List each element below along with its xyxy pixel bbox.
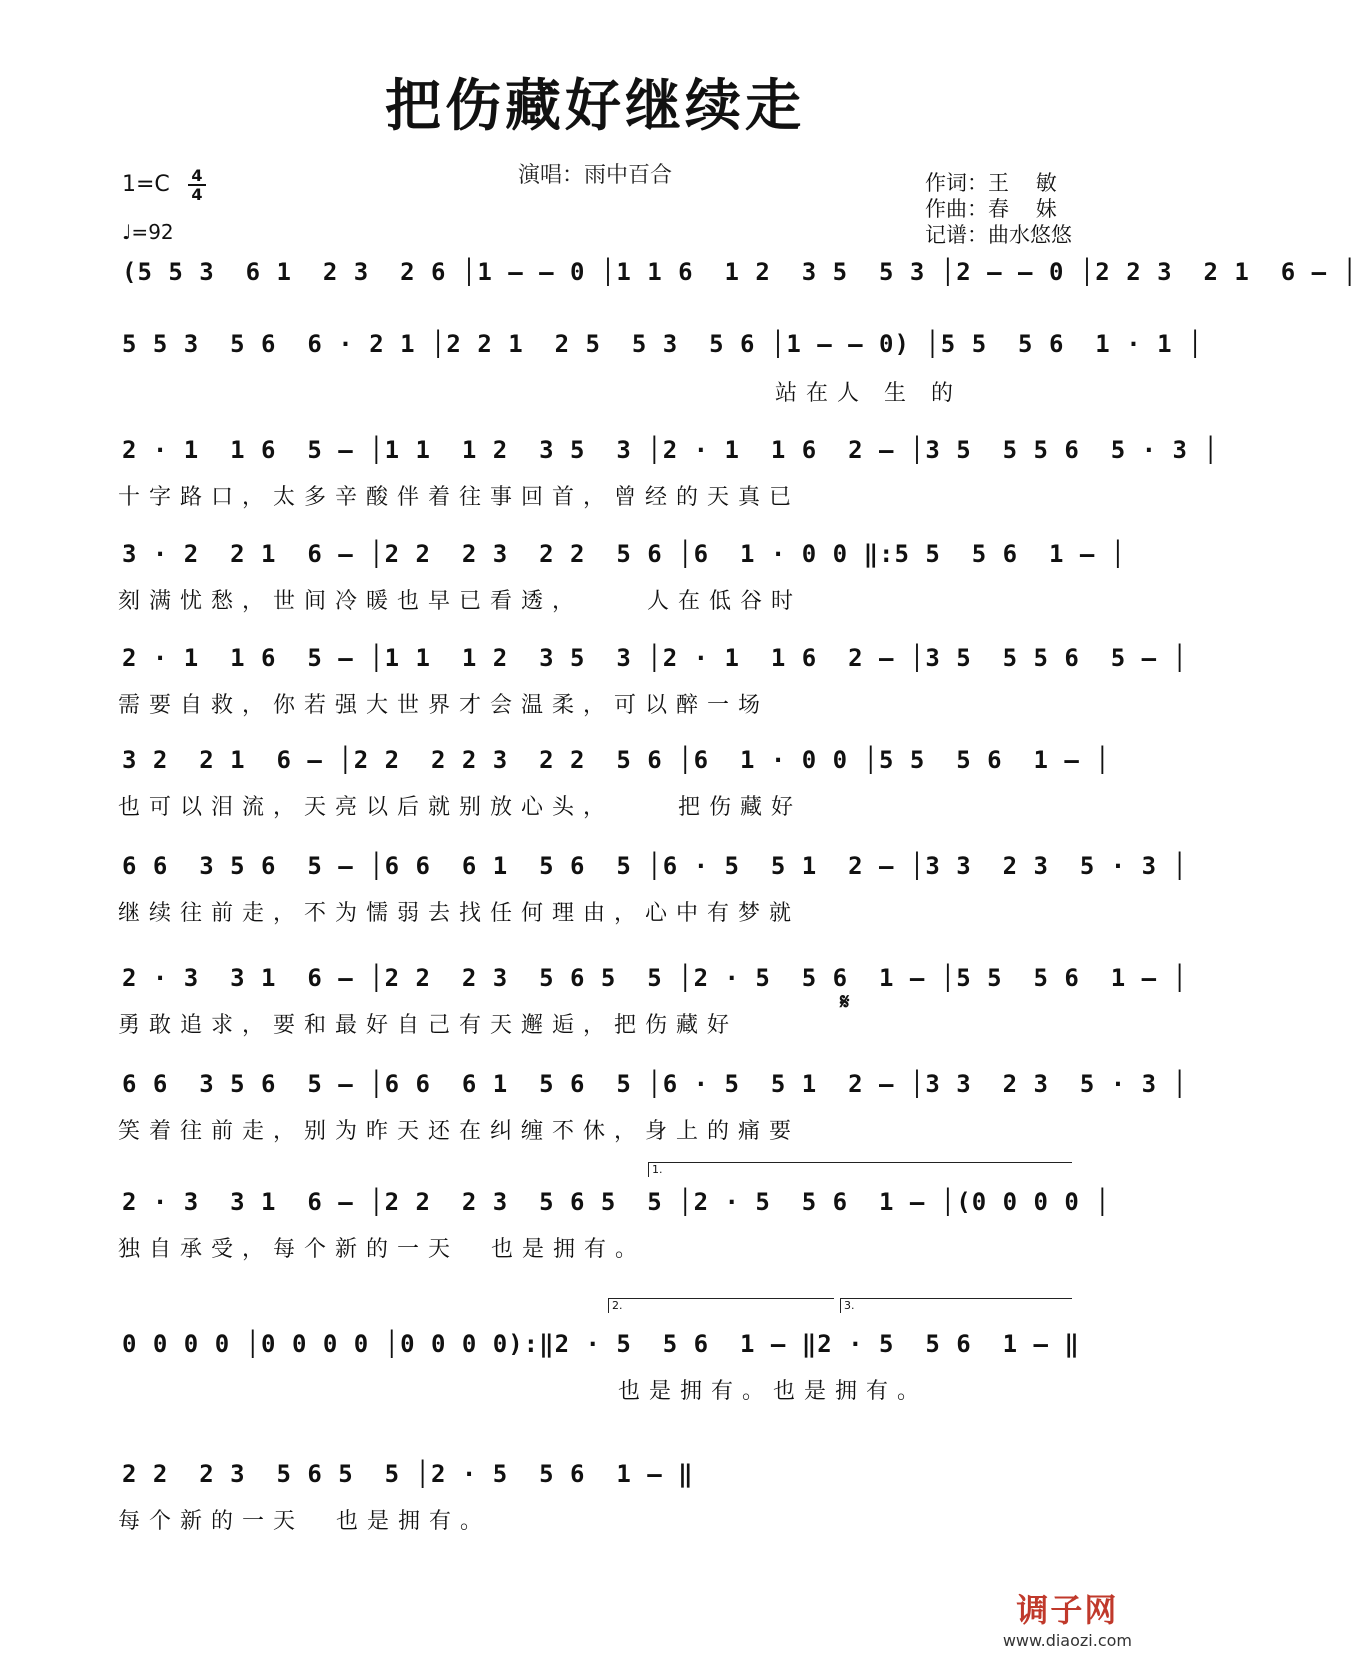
lyricist-credit: 作词：王 敏 [925, 171, 1057, 195]
lyrics-line: 继续往前走，不为懦弱去找任何理由，心中有梦就 [118, 901, 801, 926]
lyrics-line: 刻满忧愁，世间冷暖也早已看透， 人在低谷时 [118, 589, 802, 614]
lyrics-line: 独自承受，每个新的一天 也是拥有。 [118, 1237, 646, 1262]
notes-line: 3 2 2 1 6 – │2 2 2 2 3 2 2 5 6 │6 1 · 0 0 │5 5 5 6 1 – │ [122, 746, 1111, 774]
lyrics-line: 勇敢追求，要和最好自己有天邂逅，把伤藏好 [118, 1013, 739, 1038]
notes-line: (5 5 3 6 1 2 3 2 6 │1 – – 0 │1 1 6 1 2 3 5 5 3 │2 – – 0 │2 2 3 2 1 6 – │ [122, 258, 1358, 286]
notes-line: 3 · 2 2 1 6 – │2 2 2 3 2 2 5 6 │6 1 · 0 0 ‖:5 5 5 6 1 – │ [122, 540, 1127, 568]
tempo-marking: ♩=92 [122, 220, 174, 244]
key-signature: 1=C [122, 172, 170, 197]
transcriber-credit: 记谱：曲水悠悠 [925, 223, 1072, 247]
segno-sign: 𝄋 [840, 990, 850, 1015]
song-title: 把伤藏好继续走 [385, 73, 805, 139]
lyrics-line: 笑着往前走，别为昨天还在纠缠不休，身上的痛要 [118, 1119, 801, 1144]
watermark-name: 调子网 [1016, 1591, 1119, 1629]
volta-2-bracket: 2. [608, 1298, 834, 1313]
lyrics-line: 每个新的一天 也是拥有。 [118, 1509, 491, 1534]
notes-line: 2 2 2 3 5 6 5 5 │2 · 5 5 6 1 – ‖ [122, 1460, 694, 1488]
notes-line: 6 6 3 5 6 5 – │6 6 6 1 5 6 5 │6 · 5 5 1 2 – │3 3 2 3 5 · 3 │ [122, 1070, 1188, 1098]
notes-line: 0 0 0 0 │0 0 0 0 │0 0 0 0):‖2 · 5 5 6 1 – ‖2 · 5 5 6 1 – ‖ [122, 1330, 1080, 1358]
singer-credit: 演唱：雨中百合 [517, 163, 672, 188]
notes-line: 2 · 3 3 1 6 – │2 2 2 3 5 6 5 5 │2 · 5 5 6 1 – │(0 0 0 0 │ [122, 1188, 1111, 1216]
notes-line: 2 · 3 3 1 6 – │2 2 2 3 5 6 5 5 │2 · 5 5 6 1 – │5 5 5 6 1 – │ [122, 964, 1188, 992]
lyrics-line: 站在人 生 的 [775, 381, 962, 406]
lyrics-line: 也是拥有。也是拥有。 [618, 1379, 929, 1404]
volta-1-bracket: 1. [648, 1162, 1072, 1177]
credits-block [925, 170, 1072, 248]
watermark-url: www.diaozi.com [1002, 1631, 1132, 1650]
volta-3-bracket: 3. [840, 1298, 1072, 1313]
notes-line: 5 5 3 5 6 6 · 2 1 │2 2 1 2 5 5 3 5 6 │1 – – 0) │5 5 5 6 1 · 1 │ [122, 330, 1204, 358]
notes-line: 6 6 3 5 6 5 – │6 6 6 1 5 6 5 │6 · 5 5 1 2 – │3 3 2 3 5 · 3 │ [122, 852, 1188, 880]
notes-line: 2 · 1 1 6 5 – │1 1 1 2 3 5 3 │2 · 1 1 6 2 – │3 5 5 5 6 5 – │ [122, 644, 1188, 672]
lyrics-line: 十字路口，太多辛酸伴着往事回首，曾经的天真已 [118, 485, 801, 510]
composer-credit: 作曲：春 妹 [925, 197, 1057, 221]
time-signature [188, 168, 206, 202]
time-numerator: 4 [191, 166, 203, 185]
time-denominator: 4 [191, 185, 203, 204]
notes-line: 2 · 1 1 6 5 – │1 1 1 2 3 5 3 │2 · 1 1 6 2 – │3 5 5 5 6 5 · 3 │ [122, 436, 1219, 464]
lyrics-line: 也可以泪流，天亮以后就别放心头， 把伤藏好 [118, 795, 802, 820]
lyrics-line: 需要自救，你若强大世界才会温柔，可以醉一场 [118, 693, 770, 718]
watermark-logo [1003, 1585, 1132, 1650]
